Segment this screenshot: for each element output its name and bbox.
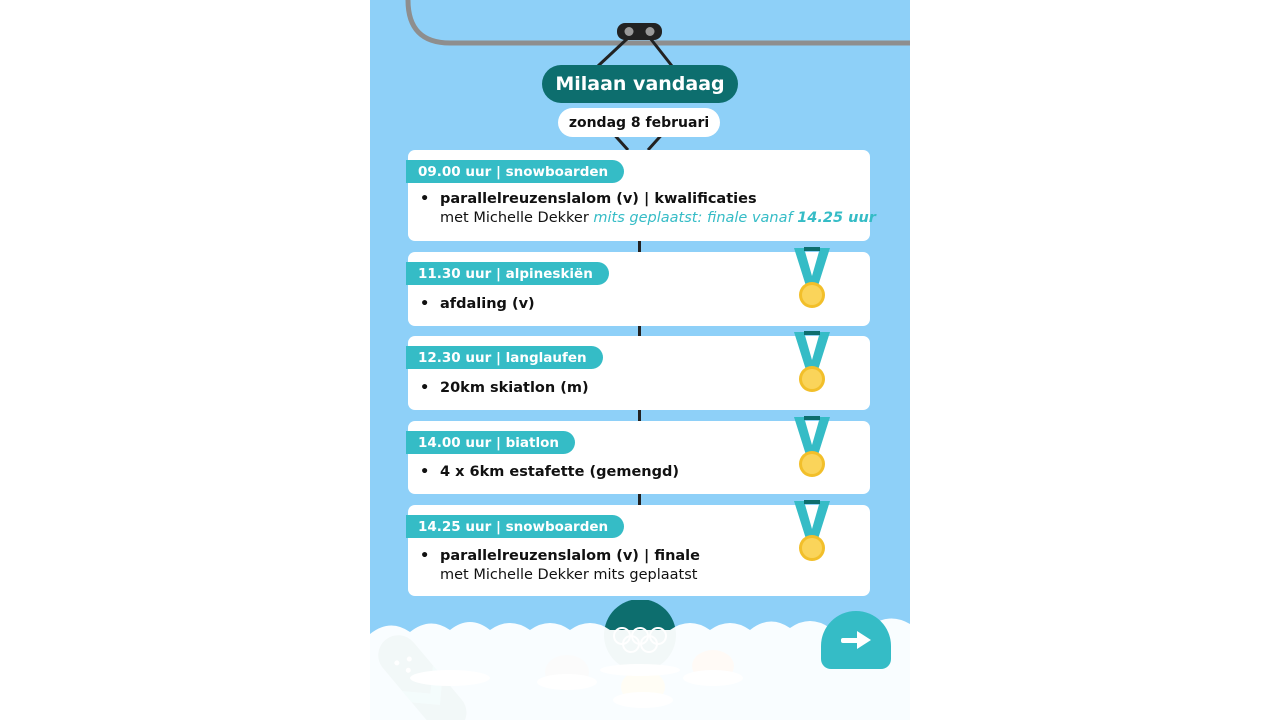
event-tag: 14.00 uur | biatlon — [406, 431, 575, 454]
page-title: Milaan vandaag — [542, 65, 738, 103]
event-subtitle: met Michelle Dekker mits geplaatst: finale vanaf 14.25 uur — [440, 210, 876, 226]
event-tag: 11.30 uur | alpineskiën — [406, 262, 609, 285]
gold-medal-icon — [782, 415, 842, 481]
event-subtitle: met Michelle Dekker mits geplaatst — [440, 567, 698, 583]
connector — [638, 241, 641, 252]
event-title: • afdaling (v) — [440, 296, 535, 312]
event-card — [408, 150, 876, 241]
gold-medal-icon — [782, 330, 842, 396]
gold-medal-icon — [782, 499, 842, 565]
event-title: • 4 x 6km estafette (gemengd) — [440, 464, 679, 480]
connector — [638, 410, 641, 421]
schedule-panel — [370, 0, 910, 720]
event-title: • parallelreuzenslalom (v) | kwalificaties — [440, 191, 757, 207]
date-label: zondag 8 februari — [558, 108, 720, 137]
event-tag: 14.25 uur | snowboarden — [406, 515, 624, 538]
event-title: • parallelreuzenslalom (v) | finale — [440, 548, 700, 564]
event-tag: 09.00 uur | snowboarden — [406, 160, 624, 183]
arrow-right-icon — [839, 630, 873, 650]
event-tag: 12.30 uur | langlaufen — [406, 346, 603, 369]
connector — [638, 326, 641, 336]
event-title: • 20km skiatlon (m) — [440, 380, 589, 396]
connector — [638, 494, 641, 505]
gold-medal-icon — [782, 246, 842, 312]
